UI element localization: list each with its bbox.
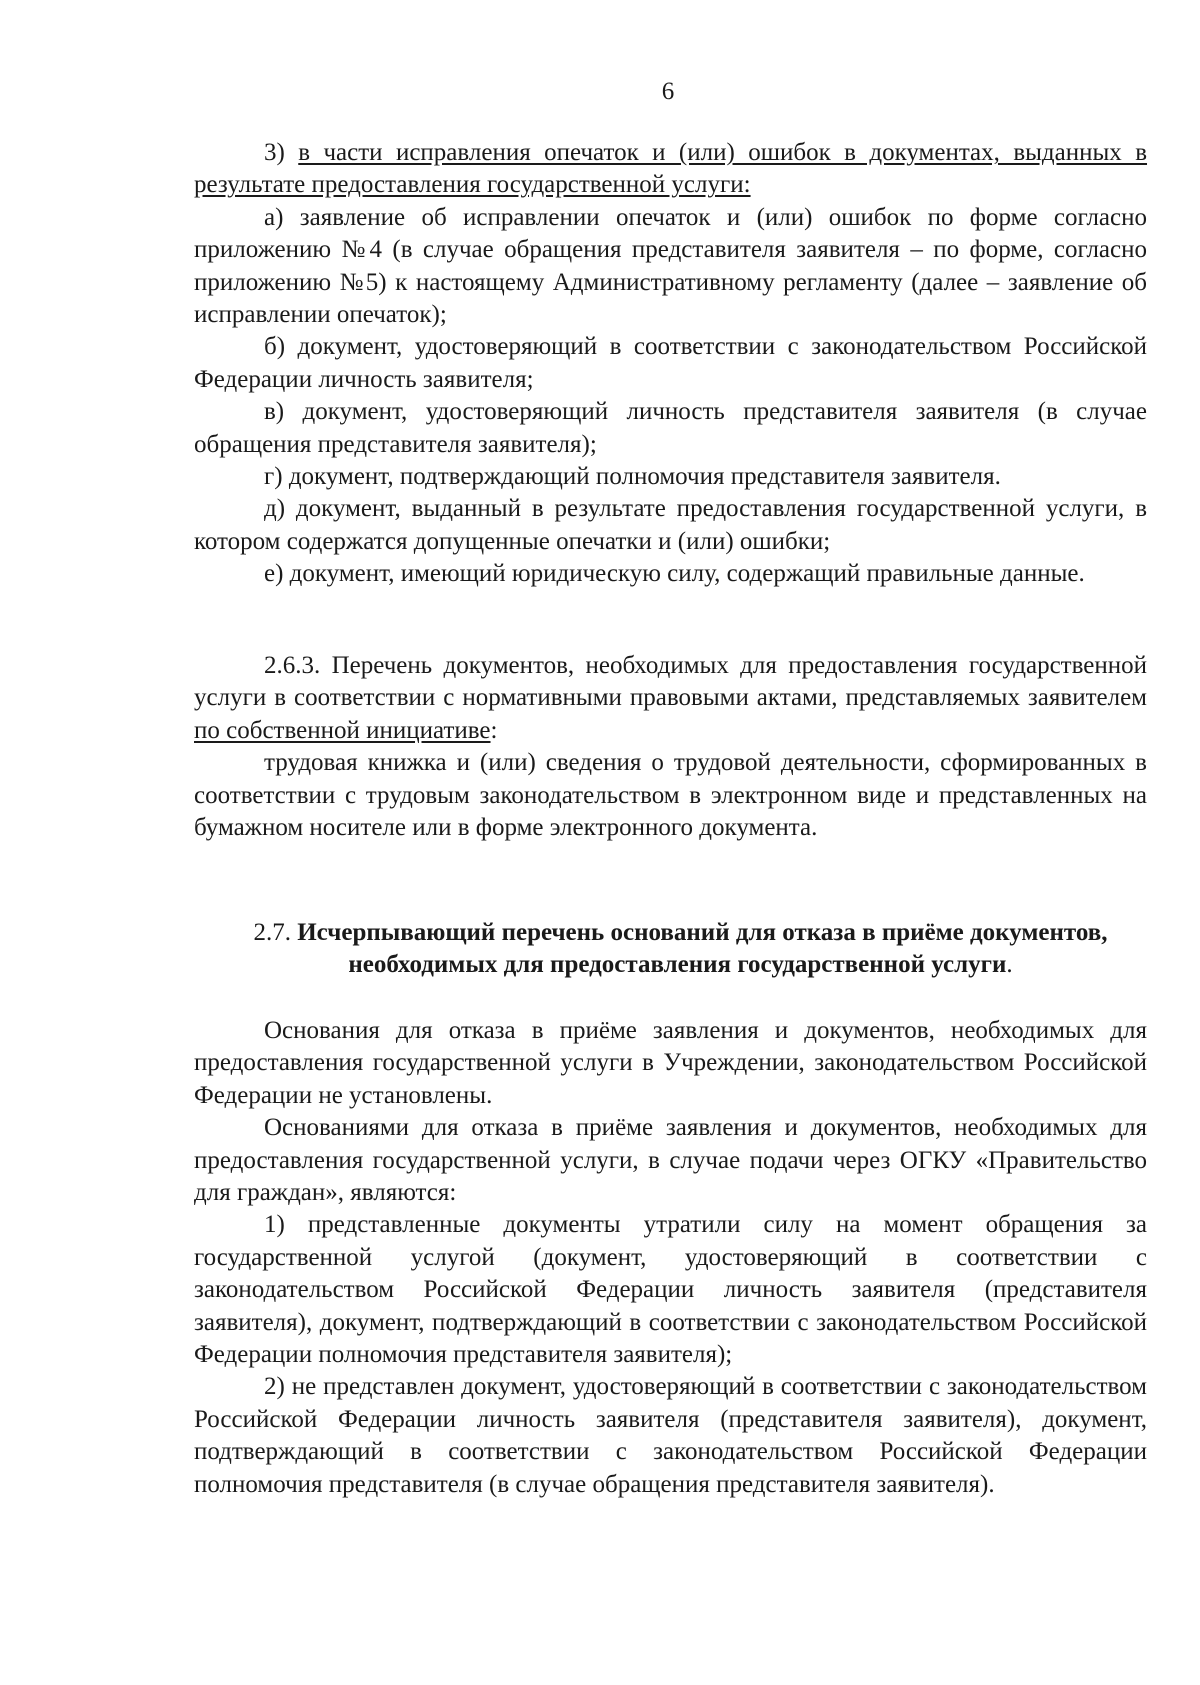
section-2-6-3-colon: :: [490, 716, 498, 744]
corrections-intro-number: 3): [264, 139, 299, 166]
section-2-7-paragraph-1: Основания для отказа в приёме заявления и документов, необходимых для предоставления государственной услуги в Учреждении, законодательством Российской Федерации не установлены.: [194, 1017, 1147, 1109]
section-2-6-3-underlined: по собственной инициативе: [194, 716, 491, 744]
corrections-item-g: г) документ, подтверждающий полномочия представителя заявителя.: [264, 463, 1001, 491]
section-2-7-paragraph-3: 1) представленные документы утратили силу на момент обращения за государственной услугой (документ, удостоверяющий в соответствии с законодательством Российской Федерации личность заявителя (представителя заявителя), документ, подтверждающий в соответствии с законодательством Российской Федерации полномочия представителя заявителя);: [194, 1211, 1147, 1369]
section-2-6-3-intro: [194, 650, 1147, 747]
page-number: 6: [661, 78, 675, 105]
section-2-7-body: [194, 1015, 1147, 1501]
corrections-item-e: е) документ, имеющий юридическую силу, содержащий правильные данные.: [264, 560, 1085, 588]
corrections-intro-underlined: в части исправления опечаток и (или) ошибок в документах, выданных в результате предоставления государственной услуги:: [194, 139, 1148, 199]
section-2-7-heading: [194, 917, 1147, 982]
section-2-6-3-text: 2.6.3. Перечень документов, необходимых для предоставления государственной услуги в соответствии с нормативными правовыми актами, представляемых заявителем: [194, 652, 1147, 712]
section-2-7-heading-number: 2.7.: [253, 919, 298, 946]
corrections-item-d: д) документ, выданный в результате предоставления государственной услуги, в котором содержатся допущенные опечатки и (или) ошибки;: [194, 495, 1147, 555]
section-2-7-paragraph-2: Основаниями для отказа в приёме заявления и документов, необходимых для предоставления государственной услуги, в случае подачи через ОГКУ «Правительство для граждан», являются:: [194, 1114, 1147, 1207]
section-2-6-3-item: трудовая книжка и (или) сведения о трудовой деятельности, сформированных в соответствии с трудовым законодательством в электронном виде и представленных на бумажном носителе или в форме электронного документа.: [194, 749, 1147, 842]
corrections-item-b: б) документ, удостоверяющий в соответствии с законодательством Российской Федерации личность заявителя;: [194, 333, 1147, 393]
corrections-item-v: в) документ, удостоверяющий личность представителя заявителя (в случае обращения представителя заявителя);: [194, 398, 1147, 458]
corrections-intro: [194, 137, 1147, 202]
corrections-item-a: а) заявление об исправлении опечаток и (или) ошибок по форме согласно приложению №4 (в случае обращения представителя заявителя – по форме, согласно приложению №5) к настоящему Административному регламенту (далее – заявление об исправлении опечаток);: [194, 203, 1147, 329]
section-2-6-3: [194, 650, 1147, 844]
section-2-7-paragraph-4: 2) не представлен документ, удостоверяющий в соответствии с законодательством Российской Федерации личность заявителя (представителя заявителя), документ, подтверждающий в соответствии с законодательством Российской Федерации полномочия представителя (в случае обращения представителя заявителя).: [194, 1373, 1147, 1498]
section-2-7-heading-text: Исчерпывающий перечень оснований для отказа в приёме документов, необходимых для предоставления государственной услуги: [297, 919, 1108, 979]
section-2-7-heading-end: .: [1006, 951, 1013, 979]
corrections-section: [194, 137, 1147, 591]
section-2-7-heading-block: [194, 917, 1147, 982]
